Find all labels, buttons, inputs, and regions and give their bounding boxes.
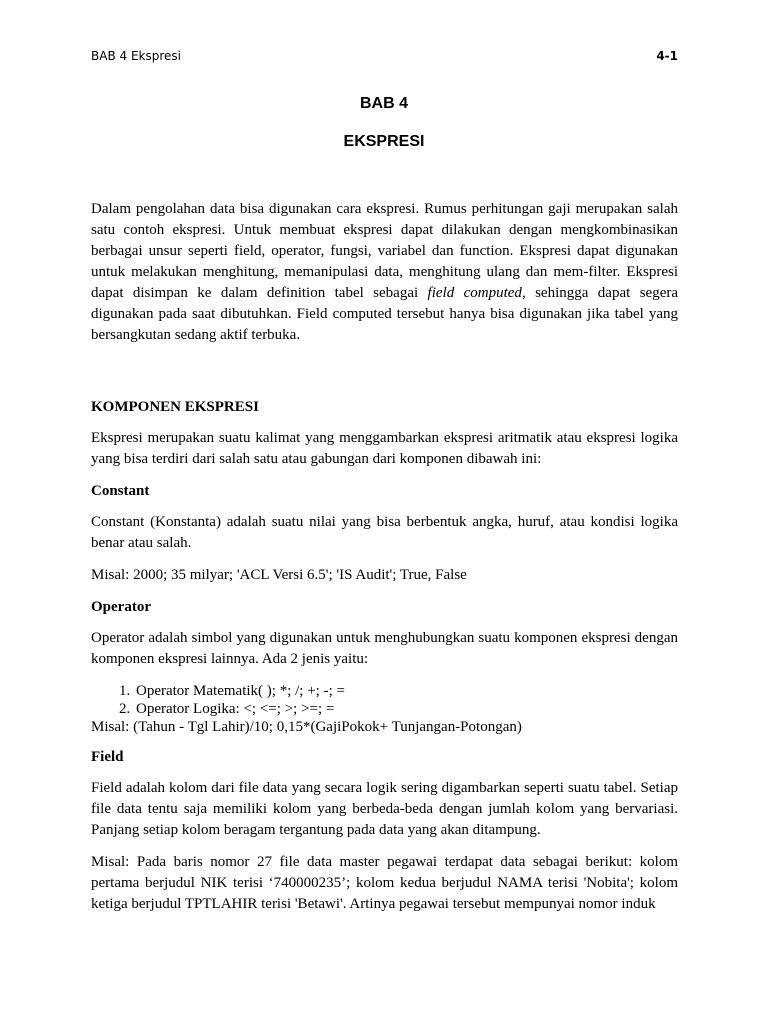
intro-paragraph [91, 199, 678, 346]
chapter-number: BAB 4 [359, 95, 408, 112]
operator-list [91, 682, 678, 718]
chapter-title: EKSPRESI [343, 133, 425, 150]
intro-italic-term: field computed [427, 285, 522, 301]
intro-text-1: Dalam pengolahan data bisa digunakan cara ekspresi. Rumus perhitungan gaji merupakan salah satu contoh ekspresi. Untuk membuat ekspresi dapat dilakukan dengan mengkombinasikan berbagai unsur seperti field, operator, fungsi, variabel dan function. Ekspresi dapat digunakan untuk melakukan menghitung, memanipulasi data, menghitung ulang dan mem-filter. Ekspresi dapat disimpan ke dalam definition tabel sebagai [91, 201, 678, 301]
list-item: 2. Operator Logika: <; <=; >; >=; = [134, 700, 678, 718]
page-number: 4-1 [656, 49, 678, 63]
operator-heading: Operator [91, 599, 151, 615]
running-header-title: BAB 4 Ekspresi [91, 49, 181, 63]
operator-paragraph: Operator adalah simbol yang digunakan untuk menghubungkan suatu komponen ekspresi dengan komponen ekspresi lainnya. Ada 2 jenis yaitu: [91, 630, 678, 667]
constant-example: Misal: 2000; 35 milyar; 'ACL Versi 6.5'; 'IS Audit'; True, False [91, 567, 467, 583]
field-heading: Field [91, 749, 124, 765]
operator-example: Misal: (Tahun - Tgl Lahir)/10; 0,15*(GajiPokok+ Tunjangan-Potongan) [91, 719, 522, 735]
list-item: 1. Operator Matematik( ); *; /; +; -; = [134, 682, 678, 700]
section-paragraph: Ekspresi merupakan suatu kalimat yang menggambarkan ekspresi aritmatik atau ekspresi logika yang bisa terdiri dari salah satu atau gabungan dari komponen dibawah ini: [91, 430, 678, 467]
document-body [91, 199, 678, 915]
intro-text-2: , sehingga dapat segera digunakan pada saat dibutuhkan. Field computed tersebut hanya bisa digunakan jika tabel yang bersangkutan sedang aktif terbuka. [91, 285, 678, 343]
field-example: Misal: Pada baris nomor 27 file data master pegawai terdapat data sebagai berikut: kolom pertama berjudul NIK terisi ‘740000235’; kolom kedua berjudul NAMA terisi 'Nobita'; kolom ketiga berjudul TPTLAHIR terisi 'Betawi'. Artinya pegawai tersebut mempunyai nomor induk [91, 854, 678, 912]
field-paragraph: Field adalah kolom dari file data yang secara logik sering digambarkan seperti suatu tabel. Setiap file data tentu saja memiliki kolom yang berbeda-beda dengan jumlah kolom yang bervariasi. Panjang setiap kolom beragam tergantung pada data yang akan ditampung. [91, 780, 678, 838]
constant-paragraph: Constant (Konstanta) adalah suatu nilai yang bisa berbentuk angka, huruf, atau kondisi logika benar atau salah. [91, 514, 678, 551]
section-heading: KOMPONEN EKSPRESI [91, 399, 259, 415]
constant-heading: Constant [91, 483, 150, 499]
